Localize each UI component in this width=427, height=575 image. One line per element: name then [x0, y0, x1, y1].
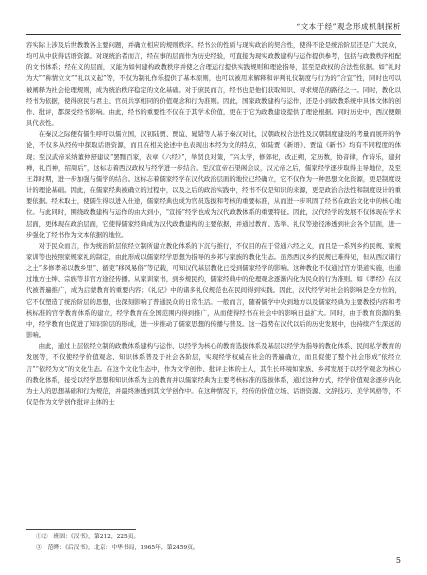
body-text	[26, 40, 401, 408]
paragraph: 容实际上涉及后世教教各主要问题，并确立相应的规则秩序。经书公的性质与现实政治的契合性，使得不论是统治阶层还是广大民众，均可从中获得话语资源。对现统治者而言，经在事的层面作为历史经验，可直接为现实政教建构与运作提供参考，包括与政教秩序相配的文书体系；经在义的层面，又能为如何建构政教秩序并使之合理运行提供实践规则和理论指导，甚至是政权的合法性依据。如“礼时为大”“称情立文”“礼以义起”等，不仅为制礼作乐提供了基本原则，也可以被用来解释和评判礼仪制度与行为的“合宜”性，同时也可以被阐释为社会伦理规则，成为统治秩序稳定的文化基础。对于庶民而言，经书也是他们获取知识、寻求规范的路径之一。同时，教化以经书为依据，使得庶民与君主、官员共享相同的价值观念和行为准则。因此，国家政教建构与运作，还是小到政教系统中具体文体的创作、批评，都深受经书影响。由此，经书的重要性不仅在于其学术价值，更在于它为政教建设提供了理论根据。同时历史中，西汉便颇具代表性。	[26, 42, 401, 128]
paragraph: 在秦汉之际便有儒生呼吁以儒立国，汉初陆贾、贾谊、晁错等人基于秦汉对比，汉朝政权合法性及汉朝制度建设的考量而展开的争论，不仅多从经传中探取话语资源，而且在相关论述中也表现出本经为文的特点，如陆贾《新语》、贾谊《新书》均有不同程度的体现；至汉武帝采纳董仲舒建议“罢黜百家，表章《六经》”，举贤良对策，“兴太学，修郊祀，改正朔，定历数，协音律，作诗乐，建封禅，礼百神，绍周后”，这标志着西汉政权与经学进一步结合。至汉宣帝石渠阁会议，汉元帝之后，儒家经学逐步取得主导地位，及至王莽时期，进一步加强与儒学的结合。这标志着儒家经学在汉代政治层面的地位已经确立，它不仅作为一种思想文化资源，更是制度设计的理论基础。因此，在儒家经典被确立的过程中，以及之后的政治实践中，经书不仅是知识的来源，更是政治合法性和制度设计的重要依据。经术取士，使儒生得以进入仕途，儒家经典也成为官员选拔和考核的重要标准，从而进一步巩固了经书在政治文化中的核心地位。与此同时，围绕政教建构与运作的由大到小，“宣扬”经学也成为汉代政教体系的重要特征。因此，汉代经学的发展不仅体现在学术层面，更体现在政治层面，它使得儒家经典成为汉代政教建构的主要依据，并通过教育、选举、礼仪等途径渗透到社会各个层面，进一步强化了经书作为文本依据的地位。	[26, 131, 401, 239]
page-number: 5	[395, 556, 401, 565]
paragraph: 由此，通过上层依经立制的政教体系建构与运作、以经学为核心的教育选拔体系及基层以经学为指导的教化体系、民间私学教育的发展等，不仅使经学价值观念、知识体系普及于社会各阶层，实现经学权威在社会的普遍确立，而且促使了整个社会形成“依经立言”“依经为文”的文化生态。在这个文化生态中，作为文学创作、批评主体的士人，其生长环境如家族、乡邦发展于以经学观念为核心的教化体系，接受以经学思想和知识体系为主的教育并以儒家经典为主要考核标准的选拔体系，通过这种方式，经学价值观念逐步内化为士人的思想基础和行为规范，并最终渗透到其文学创作中。在这种情况下，经传的价值立场、话语资源、文辞技巧、美学风格等，不仅是作为文学创作批评主体的士	[26, 343, 401, 406]
footnote: ③ 范晔：《后汉书》，北京：中华书局，1965年，第2459页。	[36, 544, 199, 551]
footnotes	[26, 529, 401, 553]
running-head: “文本于经”观念形成机制探析	[296, 22, 401, 31]
paragraph: 对于民众而言，作为统治阶层依经立制所建立教化体系的下沉与推行，不仅目的在于常通六经之义，而且是一系列乡约民规、家规家训等也按照家规家礼的制定，由此形成以儒家经学思想为指导的乡邦与家族的教化生态。虽然西汉乡约民规已难得见，但从西汉诸行之土“多修孝弟以教乡里”、循吏“移风易俗”等记载，可知汉代基层教化已受到儒家经学的影响。这种教化不仅通过官方渠道实施，也通过地方士绅、宗族等非官方途径传播。从家训家书，到乡规民约，儒家经典中的伦理观念逐渐内化为民众的行为准则。如《孝经》在汉代被普遍推广，成为启蒙教育的重要内容；《礼记》中的诸多礼仪规范也在民间得到实践。因此，汉代经学对社会的影响是全方位的，它不仅塑造了统治阶层的思想，也深刻影响了普通民众的日常生活。一般而言，随着儒学中央到地方以及儒家经典为主要教授内容和考核标准的官学教育体系的建立，经学教育在全国范围内得到推广，从而使得经书在社会中的影响日益扩大。同时，由于教育资源的集中，经学教育也促进了知识阶层的形成，进一步推动了儒家思想的传播与普及。这一趋势在汉代以后的历史发展中，也持续产生深远的影响。	[26, 242, 401, 340]
footnote: ①② 班固：《汉书》，第212，225页。	[36, 534, 140, 540]
page-header	[26, 22, 401, 35]
footnote-rule	[26, 529, 136, 530]
